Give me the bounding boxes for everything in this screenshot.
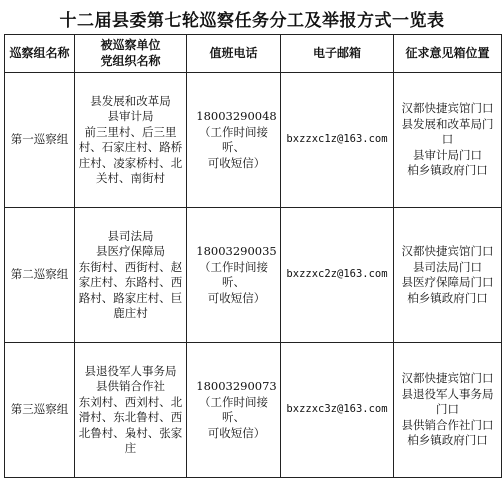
- box-location: 柏乡镇政府门口: [407, 290, 488, 305]
- box-location: 汉都快捷宾馆门口: [401, 371, 494, 386]
- unit-line: 村、石家庄村、路桥: [78, 140, 183, 154]
- page-title: 十二届县委第七轮巡察任务分工及举报方式一览表: [59, 11, 445, 31]
- header-email: 电子邮箱: [281, 35, 394, 73]
- unit-line: 县司法局: [107, 228, 154, 243]
- box-location: 县退役军人事务局门口: [401, 386, 494, 417]
- unit-line: 东刘村、西刘村、北: [78, 394, 183, 409]
- unit-line: 庄: [124, 441, 137, 455]
- table-row: [5, 343, 502, 478]
- unit-line: 县供销合作社: [96, 379, 165, 393]
- unit-line: 县退役军人事务局: [84, 363, 177, 378]
- unit-line: 前三里村、后三里: [84, 124, 177, 139]
- phone-note: 可收短信）: [207, 425, 266, 440]
- box-location: 县审计局门口: [413, 147, 482, 162]
- unit-line: 滑村、东北鲁村、西: [78, 410, 183, 424]
- suggestion-box-cell: [394, 73, 502, 208]
- inspected-units-cell: [75, 343, 187, 478]
- phone-number: 18003290035: [196, 244, 277, 258]
- phone-note: （工作时间接听、: [199, 124, 268, 154]
- unit-line: 庄村、凌家桥村、北: [78, 155, 183, 170]
- table-row: [5, 73, 502, 208]
- email-cell: bxzzxc2z@163.com: [281, 208, 394, 343]
- group-name-cell: 第二巡察组: [5, 208, 75, 343]
- group-name-cell: 第三巡察组: [5, 343, 75, 478]
- group-name-cell: 第一巡察组: [5, 73, 75, 208]
- unit-line: 东街村、西街村、赵: [78, 259, 183, 274]
- unit-line: 关村、南街村: [96, 171, 165, 185]
- inspected-units-cell: [75, 73, 187, 208]
- header-units-line1: 被巡察单位: [100, 38, 161, 52]
- box-location: 县司法局门口: [413, 259, 482, 274]
- duty-phone-cell: [187, 343, 281, 478]
- inspected-units-cell: [75, 208, 187, 343]
- email-cell: bxzzxc1z@163.com: [281, 73, 394, 208]
- email-cell: bxzzxc3z@163.com: [281, 343, 394, 478]
- unit-line: 路村、路家庄村、巨: [78, 290, 183, 305]
- unit-line: 县医疗保障局: [96, 244, 165, 258]
- unit-line: 县发展和改革局: [90, 93, 171, 108]
- unit-line: 县审计局: [107, 109, 154, 123]
- duty-phone-cell: [187, 208, 281, 343]
- box-location: 柏乡镇政府门口: [407, 433, 488, 448]
- duty-phone-cell: [187, 73, 281, 208]
- box-location: 汉都快捷宾馆门口: [401, 244, 494, 258]
- assignment-table: [4, 34, 502, 478]
- header-group-name: 巡察组名称: [5, 35, 75, 73]
- unit-line: 家庄村、东路村、西: [78, 275, 183, 289]
- box-location: 县发展和改革局门口: [401, 116, 494, 147]
- phone-number: 18003290048: [196, 109, 277, 123]
- suggestion-box-cell: [394, 208, 502, 343]
- phone-note: （工作时间接听、: [199, 259, 268, 289]
- box-location: 县供销合作社门口: [401, 417, 494, 432]
- suggestion-box-cell: [394, 343, 502, 478]
- box-location: 柏乡镇政府门口: [407, 163, 488, 178]
- phone-note: 可收短信）: [207, 155, 266, 170]
- header-duty-phone: 值班电话: [187, 35, 281, 73]
- header-inspected-units: [75, 35, 187, 73]
- unit-line: 北鲁村、枭村、张家: [78, 425, 183, 440]
- box-location: 县医疗保障局门口: [401, 275, 494, 289]
- phone-note: 可收短信）: [207, 290, 266, 305]
- table-header-row: [5, 35, 502, 73]
- header-suggestion-box: 征求意见箱位置: [394, 35, 502, 73]
- table-row: [5, 208, 502, 343]
- phone-note: （工作时间接听、: [199, 394, 268, 424]
- box-location: 汉都快捷宾馆门口: [401, 101, 494, 116]
- phone-number: 18003290073: [196, 379, 277, 393]
- unit-line: 鹿庄村: [113, 306, 148, 320]
- header-units-line2: 党组织名称: [100, 53, 161, 68]
